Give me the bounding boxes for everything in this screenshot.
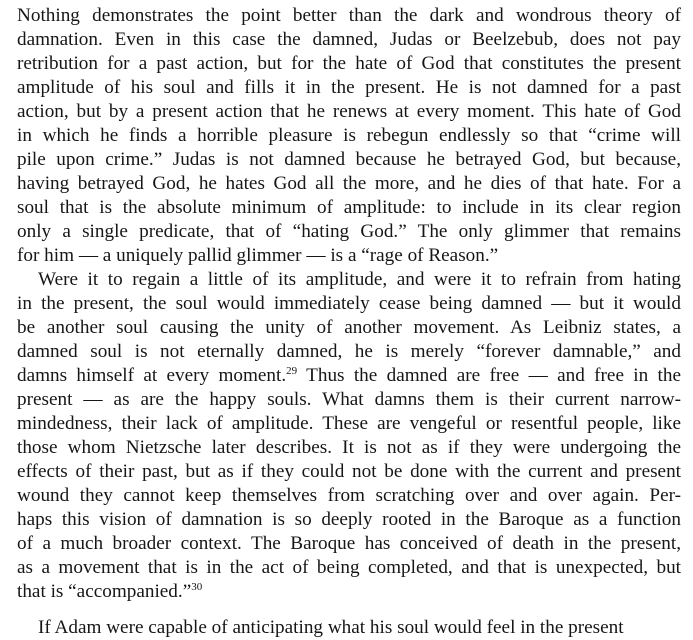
text-line: effects of their past, but as if they could not be done with the current and present [17, 461, 681, 482]
text-segment: that is “accompanied.” [17, 581, 192, 602]
text-line-with-footnote [17, 580, 681, 604]
text-line: of a much broader context. The Baroque has conceived of death in the present, [17, 533, 681, 554]
text-line: soul that is the absolute minimum of amplitude: to include in its clear region [17, 197, 681, 218]
text-line: mindedness, their lack of amplitude. These are vengeful or resentful people, like [17, 413, 681, 434]
body-text [17, 4, 681, 604]
paragraph-1 [17, 4, 681, 268]
text-line: having betrayed God, he hates God all the more, and he dies of that hate. For a [17, 173, 681, 194]
paragraph-2 [17, 268, 681, 604]
footnote-marker: 29 [286, 365, 298, 377]
text-line: wound they cannot keep themselves from scratching over and over again. Per- [17, 485, 681, 506]
text-line: for him — a uniquely pallid glimmer — is a “rage of Reason.” [17, 245, 499, 266]
text-line: only a single predicate, that of “hating God.” The only glimmer that remains [17, 221, 681, 242]
text-segment: damns himself at every moment. [17, 365, 287, 386]
text-line: in which he finds a horrible pleasure is rebegun endlessly so that “crime will [17, 125, 681, 146]
text-line: damnation. Even in this case the damned, Judas or Beelzebub, does not pay [17, 29, 681, 50]
text-line: retribution for a past action, but for the hate of God that constitutes the present [17, 53, 681, 74]
text-line: as a movement that is in the act of being completed, and that is unexpected, but [17, 557, 681, 578]
text-line: present — as are the happy souls. What damns them is their current narrow- [17, 389, 681, 410]
cut-off-line: If Adam were capable of anticipating what his soul would feel in the present [38, 617, 624, 638]
text-segment: Thus the damned are free — and free in the [297, 365, 681, 386]
text-line: action, but by a present action that he renews at every moment. This hate of God [17, 101, 681, 122]
text-line: haps this vision of damnation is so deeply rooted in the Baroque as a function [17, 509, 681, 530]
text-line: be another soul causing the unity of another movement. As Leibniz states, a [17, 317, 681, 338]
text-line: amplitude of his soul and fills it in the present. He is not damned for a past [17, 77, 681, 98]
text-line: pile upon crime.” Judas is not damned because he betrayed God, but because, [17, 149, 681, 170]
text-line-with-footnote [17, 364, 681, 388]
text-line: Were it to regain a little of its amplitude, and were it to refrain from hating [38, 269, 681, 290]
text-line: damned soul is not eternally damned, he is merely “forever damnable,” and [17, 341, 681, 362]
text-line: Nothing demonstrates the point better than the dark and wondrous theory of [17, 5, 681, 26]
text-line: those whom Nietzsche later describes. It is not as if they were undergoing the [17, 437, 681, 458]
footnote-marker: 30 [191, 581, 203, 593]
text-line: in the present, the soul would immediately cease being damned — but it would [17, 293, 681, 314]
